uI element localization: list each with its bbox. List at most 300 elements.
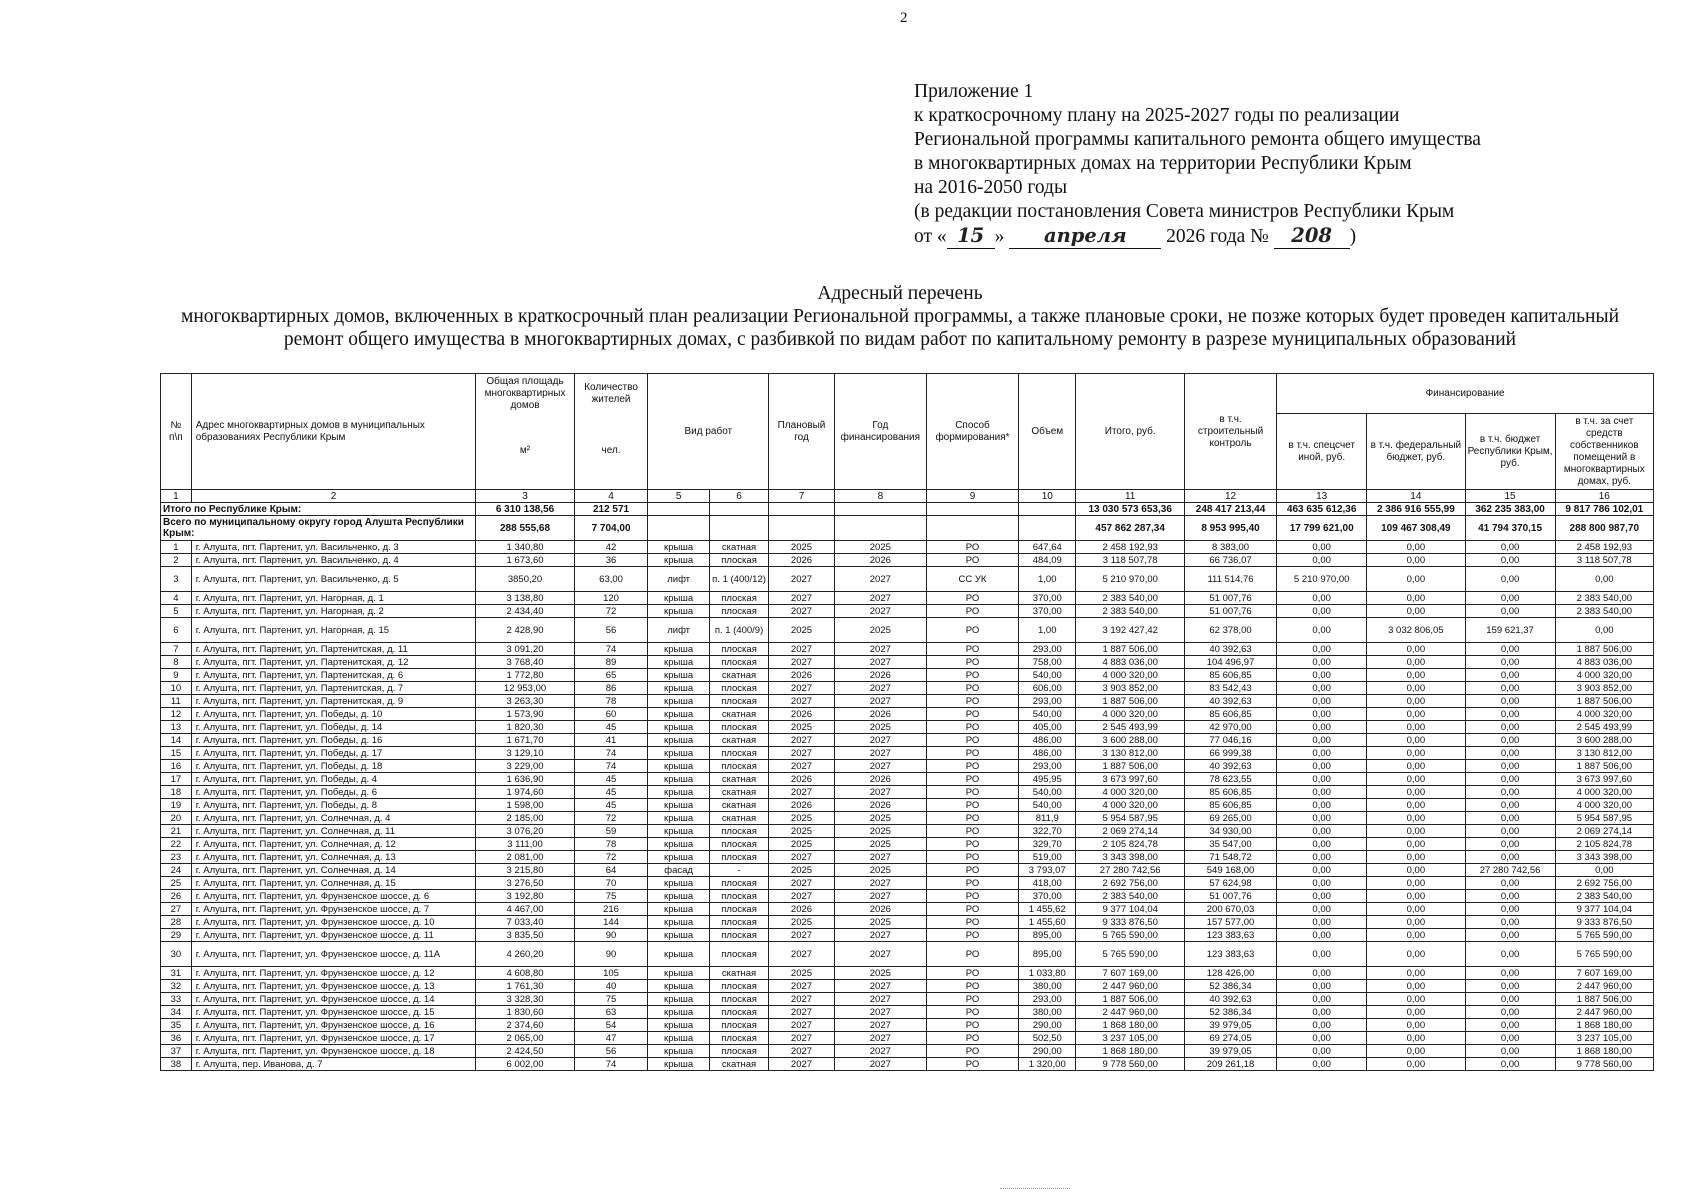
row-area: 2 424,50 <box>476 1045 574 1058</box>
header-residents: Количество жителей <box>574 374 648 414</box>
row-number: 38 <box>161 1058 192 1071</box>
row-owners: 0,00 <box>1555 618 1653 643</box>
row-plan-year: 2027 <box>769 929 835 942</box>
row-number: 33 <box>161 993 192 1006</box>
row-federal: 3 032 806,05 <box>1367 618 1465 643</box>
header-address: Адрес многоквартирных домов в муниципальных образованиях Республики Крым <box>191 374 476 490</box>
row-fin-year: 2025 <box>834 721 926 734</box>
row-special: 0,00 <box>1277 851 1367 864</box>
row-area: 1 830,60 <box>476 1006 574 1019</box>
row-federal: 0,00 <box>1367 760 1465 773</box>
row-work-element: крыша <box>648 838 709 851</box>
row-fin-year: 2025 <box>834 541 926 554</box>
row-owners: 3 118 507,78 <box>1555 554 1653 567</box>
row-method: СС УК <box>926 567 1018 592</box>
row-federal: 0,00 <box>1367 1058 1465 1071</box>
row-special: 0,00 <box>1277 669 1367 682</box>
table-row <box>161 618 1654 643</box>
col-num: 9 <box>926 490 1018 503</box>
row-residents: 72 <box>574 812 648 825</box>
row-control: 51 007,76 <box>1184 890 1276 903</box>
row-republic: 0,00 <box>1465 682 1555 695</box>
row-number: 36 <box>161 1032 192 1045</box>
row-address: г. Алушта, пгт. Партенит, ул. Солнечная, д. 13 <box>191 851 476 864</box>
table-row <box>161 1045 1654 1058</box>
row-work-subtype: плоская <box>709 825 768 838</box>
row-work-element: крыша <box>648 1019 709 1032</box>
row-work-subtype: плоская <box>709 554 768 567</box>
row-republic: 0,00 <box>1465 825 1555 838</box>
row-address: г. Алушта, пгт. Партенит, ул. Солнечная, д. 4 <box>191 812 476 825</box>
row-area: 3 768,40 <box>476 656 574 669</box>
row-volume: 502,50 <box>1019 1032 1076 1045</box>
row-number: 27 <box>161 903 192 916</box>
row-number: 26 <box>161 890 192 903</box>
row-address: г. Алушта, пгт. Партенит, ул. Фрунзенское шоссе, д. 18 <box>191 1045 476 1058</box>
row-total: 1 868 180,00 <box>1076 1019 1185 1032</box>
row-owners: 2 545 493,99 <box>1555 721 1653 734</box>
row-control: 52 386,34 <box>1184 1006 1276 1019</box>
row-work-element: крыша <box>648 916 709 929</box>
row-residents: 65 <box>574 669 648 682</box>
row-method: РО <box>926 825 1018 838</box>
row-volume: 370,00 <box>1019 890 1076 903</box>
row-plan-year: 2027 <box>769 592 835 605</box>
row-method: РО <box>926 890 1018 903</box>
row-area: 3 276,50 <box>476 877 574 890</box>
row-fin-year: 2025 <box>834 916 926 929</box>
col-num: 16 <box>1555 490 1653 503</box>
row-owners: 1 887 506,00 <box>1555 643 1653 656</box>
row-residents: 144 <box>574 916 648 929</box>
row-area: 3 215,80 <box>476 864 574 877</box>
row-work-subtype: плоская <box>709 877 768 890</box>
row-volume: 540,00 <box>1019 708 1076 721</box>
page-number: 2 <box>900 10 908 26</box>
row-work-element: крыша <box>648 734 709 747</box>
row-method: РО <box>926 851 1018 864</box>
row-volume: 1 320,00 <box>1019 1058 1076 1071</box>
row-special: 0,00 <box>1277 708 1367 721</box>
row-work-subtype: плоская <box>709 682 768 695</box>
row-federal: 0,00 <box>1367 825 1465 838</box>
appendix-header <box>914 80 1614 249</box>
row-fin-year: 2025 <box>834 838 926 851</box>
row-address: г. Алушта, пгт. Партенит, ул. Васильченко, д. 5 <box>191 567 476 592</box>
row-republic: 0,00 <box>1465 980 1555 993</box>
table-row <box>161 747 1654 760</box>
header-area: Общая площадь многоквартирных домов <box>476 374 574 414</box>
row-plan-year: 2025 <box>769 838 835 851</box>
row-plan-year: 2025 <box>769 541 835 554</box>
row-total: 9 377 104,04 <box>1076 903 1185 916</box>
row-owners: 9 333 876,50 <box>1555 916 1653 929</box>
row-special: 0,00 <box>1277 695 1367 708</box>
handwritten-month: апреля <box>1009 224 1161 249</box>
row-volume: 484,09 <box>1019 554 1076 567</box>
row-plan-year: 2027 <box>769 734 835 747</box>
row-residents: 86 <box>574 682 648 695</box>
row-total: 2 105 824,78 <box>1076 838 1185 851</box>
row-work-subtype: плоская <box>709 903 768 916</box>
row-total: 3 903 852,00 <box>1076 682 1185 695</box>
row-number: 20 <box>161 812 192 825</box>
row-control: 78 623,55 <box>1184 773 1276 786</box>
row-residents: 47 <box>574 1032 648 1045</box>
row-republic: 0,00 <box>1465 929 1555 942</box>
row-area: 4 260,20 <box>476 942 574 967</box>
row-total: 3 343 398,00 <box>1076 851 1185 864</box>
row-republic: 0,00 <box>1465 838 1555 851</box>
row-work-subtype: плоская <box>709 605 768 618</box>
row-address: г. Алушта, пгт. Партенит, ул. Партенитская, д. 9 <box>191 695 476 708</box>
row-area: 1 772,80 <box>476 669 574 682</box>
row-total: 2 458 192,93 <box>1076 541 1185 554</box>
row-federal: 0,00 <box>1367 851 1465 864</box>
row-special: 0,00 <box>1277 773 1367 786</box>
row-republic: 0,00 <box>1465 993 1555 1006</box>
row-republic: 0,00 <box>1465 734 1555 747</box>
total-republic-budget: 41 794 370,15 <box>1465 516 1555 541</box>
date-prefix: от « <box>914 226 947 247</box>
row-method: РО <box>926 916 1018 929</box>
table-row <box>161 825 1654 838</box>
row-federal: 0,00 <box>1367 967 1465 980</box>
row-special: 0,00 <box>1277 1019 1367 1032</box>
row-number: 15 <box>161 747 192 760</box>
row-control: 34 930,00 <box>1184 825 1276 838</box>
row-special: 0,00 <box>1277 1045 1367 1058</box>
row-owners: 2 383 540,00 <box>1555 890 1653 903</box>
row-plan-year: 2027 <box>769 993 835 1006</box>
row-residents: 74 <box>574 1058 648 1071</box>
row-federal: 0,00 <box>1367 682 1465 695</box>
row-work-subtype: плоская <box>709 942 768 967</box>
table-row <box>161 812 1654 825</box>
row-federal: 0,00 <box>1367 643 1465 656</box>
row-republic: 0,00 <box>1465 903 1555 916</box>
row-control: 128 426,00 <box>1184 967 1276 980</box>
row-control: 51 007,76 <box>1184 592 1276 605</box>
table-row <box>161 838 1654 851</box>
table-row <box>161 980 1654 993</box>
row-owners: 2 447 960,00 <box>1555 980 1653 993</box>
row-special: 0,00 <box>1277 890 1367 903</box>
row-federal: 0,00 <box>1367 695 1465 708</box>
row-fin-year: 2027 <box>834 605 926 618</box>
row-control: 83 542,43 <box>1184 682 1276 695</box>
row-address: г. Алушта, пгт. Партенит, ул. Солнечная, д. 15 <box>191 877 476 890</box>
row-owners: 3 237 105,00 <box>1555 1032 1653 1045</box>
row-federal: 0,00 <box>1367 773 1465 786</box>
row-work-element: крыша <box>648 605 709 618</box>
row-residents: 105 <box>574 967 648 980</box>
row-address: г. Алушта, пгт. Партенит, ул. Фрунзенское шоссе, д. 13 <box>191 980 476 993</box>
col-num: 6 <box>709 490 768 503</box>
header-num: № п\п <box>161 374 192 490</box>
row-address: г. Алушта, пгт. Партенит, ул. Фрунзенское шоссе, д. 11 <box>191 929 476 942</box>
row-fin-year: 2025 <box>834 618 926 643</box>
header-residents-unit: чел. <box>574 414 648 490</box>
row-special: 0,00 <box>1277 618 1367 643</box>
row-plan-year: 2025 <box>769 812 835 825</box>
row-work-subtype: плоская <box>709 695 768 708</box>
row-method: РО <box>926 643 1018 656</box>
row-address: г. Алушта, пгт. Партенит, ул. Фрунзенское шоссе, д. 17 <box>191 1032 476 1045</box>
row-special: 0,00 <box>1277 929 1367 942</box>
table-row <box>161 890 1654 903</box>
title-line: ремонт общего имущества в многоквартирных домах, с разбивкой по видам работ по капитальному ремонту в разрезе муниципальных образований <box>283 329 1517 350</box>
row-method: РО <box>926 812 1018 825</box>
row-number: 35 <box>161 1019 192 1032</box>
row-address: г. Алушта, пгт. Партенит, ул. Васильченко, д. 4 <box>191 554 476 567</box>
row-republic: 0,00 <box>1465 656 1555 669</box>
handwritten-day: 15 <box>947 224 995 249</box>
row-special: 0,00 <box>1277 786 1367 799</box>
row-total: 2 383 540,00 <box>1076 890 1185 903</box>
row-work-element: крыша <box>648 554 709 567</box>
row-control: 111 514,76 <box>1184 567 1276 592</box>
row-control: 123 383,63 <box>1184 929 1276 942</box>
row-residents: 90 <box>574 929 648 942</box>
row-special: 0,00 <box>1277 993 1367 1006</box>
row-republic: 0,00 <box>1465 851 1555 864</box>
row-method: РО <box>926 592 1018 605</box>
row-work-element: крыша <box>648 799 709 812</box>
row-residents: 42 <box>574 541 648 554</box>
row-control: 69 265,00 <box>1184 812 1276 825</box>
row-republic: 0,00 <box>1465 1058 1555 1071</box>
total-owners: 288 800 987,70 <box>1555 516 1653 541</box>
table-row <box>161 605 1654 618</box>
col-num: 4 <box>574 490 648 503</box>
col-num: 8 <box>834 490 926 503</box>
row-work-subtype: плоская <box>709 980 768 993</box>
row-number: 7 <box>161 643 192 656</box>
row-total: 3 118 507,78 <box>1076 554 1185 567</box>
table-row <box>161 669 1654 682</box>
row-federal: 0,00 <box>1367 747 1465 760</box>
row-volume: 370,00 <box>1019 605 1076 618</box>
row-plan-year: 2027 <box>769 605 835 618</box>
row-work-element: крыша <box>648 1032 709 1045</box>
row-special: 0,00 <box>1277 682 1367 695</box>
row-area: 7 033,40 <box>476 916 574 929</box>
row-republic: 0,00 <box>1465 799 1555 812</box>
row-federal: 0,00 <box>1367 669 1465 682</box>
row-owners: 5 954 587,95 <box>1555 812 1653 825</box>
row-federal: 0,00 <box>1367 916 1465 929</box>
row-address: г. Алушта, пгт. Партенит, ул. Солнечная, д. 14 <box>191 864 476 877</box>
row-work-element: крыша <box>648 825 709 838</box>
row-method: РО <box>926 799 1018 812</box>
row-owners: 4 000 320,00 <box>1555 786 1653 799</box>
row-method: РО <box>926 967 1018 980</box>
header-federal: в т.ч. федеральный бюджет, руб. <box>1367 414 1465 490</box>
row-address: г. Алушта, пгт. Партенит, ул. Партенитская, д. 6 <box>191 669 476 682</box>
row-plan-year: 2025 <box>769 825 835 838</box>
row-owners: 4 000 320,00 <box>1555 799 1653 812</box>
row-plan-year: 2025 <box>769 967 835 980</box>
row-federal: 0,00 <box>1367 903 1465 916</box>
row-special: 0,00 <box>1277 942 1367 967</box>
row-residents: 56 <box>574 1045 648 1058</box>
table-row <box>161 592 1654 605</box>
row-federal: 0,00 <box>1367 605 1465 618</box>
row-control: 200 670,03 <box>1184 903 1276 916</box>
row-republic: 0,00 <box>1465 708 1555 721</box>
row-number: 22 <box>161 838 192 851</box>
row-owners: 1 887 506,00 <box>1555 760 1653 773</box>
row-special: 0,00 <box>1277 721 1367 734</box>
col-num: 15 <box>1465 490 1555 503</box>
row-address: г. Алушта, пгт. Партенит, ул. Фрунзенское шоссе, д. 14 <box>191 993 476 1006</box>
row-control: 39 979,05 <box>1184 1019 1276 1032</box>
row-volume: 519,00 <box>1019 851 1076 864</box>
row-owners: 1 887 506,00 <box>1555 993 1653 1006</box>
row-address: г. Алушта, пгт. Партенит, ул. Победы, д. 17 <box>191 747 476 760</box>
row-residents: 45 <box>574 721 648 734</box>
row-republic: 27 280 742,56 <box>1465 864 1555 877</box>
header-method: Способ формирования* <box>926 374 1018 490</box>
row-plan-year: 2026 <box>769 669 835 682</box>
total-federal: 109 467 308,49 <box>1367 516 1465 541</box>
row-total: 1 868 180,00 <box>1076 1045 1185 1058</box>
total-special: 17 799 621,00 <box>1277 516 1367 541</box>
row-fin-year: 2027 <box>834 1045 926 1058</box>
header-financing: Финансирование <box>1277 374 1654 414</box>
row-control: 66 999,38 <box>1184 747 1276 760</box>
row-area: 1 673,60 <box>476 554 574 567</box>
row-area: 3 328,30 <box>476 993 574 1006</box>
row-address: г. Алушта, пгт. Партенит, ул. Победы, д. 8 <box>191 799 476 812</box>
row-total: 4 000 320,00 <box>1076 669 1185 682</box>
row-work-subtype: плоская <box>709 760 768 773</box>
row-total: 3 130 812,00 <box>1076 747 1185 760</box>
row-area: 2 428,90 <box>476 618 574 643</box>
row-address: г. Алушта, пгт. Партенит, ул. Победы, д. 18 <box>191 760 476 773</box>
row-total: 5 765 590,00 <box>1076 942 1185 967</box>
row-address: г. Алушта, пгт. Партенит, ул. Фрунзенское шоссе, д. 10 <box>191 916 476 929</box>
row-work-subtype: плоская <box>709 592 768 605</box>
row-volume: 540,00 <box>1019 786 1076 799</box>
row-control: 62 378,00 <box>1184 618 1276 643</box>
row-volume: 380,00 <box>1019 1006 1076 1019</box>
row-republic: 0,00 <box>1465 695 1555 708</box>
row-republic: 0,00 <box>1465 967 1555 980</box>
row-plan-year: 2027 <box>769 786 835 799</box>
row-total: 3 673 997,60 <box>1076 773 1185 786</box>
col-num: 13 <box>1277 490 1367 503</box>
row-number: 11 <box>161 695 192 708</box>
row-address: г. Алушта, пгт. Партенит, ул. Победы, д. 4 <box>191 773 476 786</box>
row-work-element: крыша <box>648 812 709 825</box>
row-volume: 293,00 <box>1019 695 1076 708</box>
row-volume: 418,00 <box>1019 877 1076 890</box>
row-republic: 0,00 <box>1465 1019 1555 1032</box>
row-residents: 63,00 <box>574 567 648 592</box>
row-work-subtype: плоская <box>709 656 768 669</box>
row-owners: 3 130 812,00 <box>1555 747 1653 760</box>
row-work-subtype: плоская <box>709 916 768 929</box>
row-method: РО <box>926 747 1018 760</box>
row-fin-year: 2027 <box>834 1032 926 1045</box>
row-special: 0,00 <box>1277 877 1367 890</box>
table-row <box>161 682 1654 695</box>
row-residents: 54 <box>574 1019 648 1032</box>
row-federal: 0,00 <box>1367 708 1465 721</box>
row-area: 1 671,70 <box>476 734 574 747</box>
row-number: 37 <box>161 1045 192 1058</box>
row-address: г. Алушта, пгт. Партенит, ул. Партенитская, д. 11 <box>191 643 476 656</box>
row-total: 5 765 590,00 <box>1076 929 1185 942</box>
col-num: 2 <box>191 490 476 503</box>
row-plan-year: 2027 <box>769 942 835 967</box>
row-work-subtype: скатная <box>709 734 768 747</box>
row-plan-year: 2026 <box>769 903 835 916</box>
row-work-subtype: скатная <box>709 669 768 682</box>
row-federal: 0,00 <box>1367 993 1465 1006</box>
row-plan-year: 2027 <box>769 656 835 669</box>
row-federal: 0,00 <box>1367 1019 1465 1032</box>
row-owners: 3 343 398,00 <box>1555 851 1653 864</box>
row-residents: 64 <box>574 864 648 877</box>
row-special: 0,00 <box>1277 656 1367 669</box>
row-number: 18 <box>161 786 192 799</box>
header-control: в т.ч. строительный контроль <box>1184 374 1276 490</box>
row-residents: 45 <box>574 799 648 812</box>
row-number: 3 <box>161 567 192 592</box>
row-owners: 4 000 320,00 <box>1555 708 1653 721</box>
row-area: 3 263,30 <box>476 695 574 708</box>
row-republic: 0,00 <box>1465 592 1555 605</box>
row-control: 42 970,00 <box>1184 721 1276 734</box>
header-special-account: в т.ч. спецсчет иной, руб. <box>1277 414 1367 490</box>
row-total: 2 383 540,00 <box>1076 592 1185 605</box>
row-total: 27 280 742,56 <box>1076 864 1185 877</box>
row-volume: 329,70 <box>1019 838 1076 851</box>
row-residents: 59 <box>574 825 648 838</box>
row-work-element: крыша <box>648 967 709 980</box>
row-total: 2 383 540,00 <box>1076 605 1185 618</box>
row-special: 0,00 <box>1277 864 1367 877</box>
appendix-line: Приложение 1 <box>914 81 1034 102</box>
row-number: 19 <box>161 799 192 812</box>
row-fin-year: 2027 <box>834 851 926 864</box>
row-special: 0,00 <box>1277 980 1367 993</box>
row-work-subtype: плоская <box>709 929 768 942</box>
row-special: 0,00 <box>1277 799 1367 812</box>
row-number: 4 <box>161 592 192 605</box>
row-plan-year: 2026 <box>769 708 835 721</box>
row-total: 9 778 560,00 <box>1076 1058 1185 1071</box>
row-republic: 0,00 <box>1465 721 1555 734</box>
col-num: 5 <box>648 490 709 503</box>
row-owners: 2 458 192,93 <box>1555 541 1653 554</box>
row-federal: 0,00 <box>1367 592 1465 605</box>
row-volume: 811,9 <box>1019 812 1076 825</box>
row-fin-year: 2026 <box>834 773 926 786</box>
row-total: 4 000 320,00 <box>1076 799 1185 812</box>
row-federal: 0,00 <box>1367 890 1465 903</box>
row-work-element: крыша <box>648 890 709 903</box>
row-number: 32 <box>161 980 192 993</box>
row-control: 69 274,05 <box>1184 1032 1276 1045</box>
row-volume: 370,00 <box>1019 592 1076 605</box>
row-number: 31 <box>161 967 192 980</box>
row-total: 3 237 105,00 <box>1076 1032 1185 1045</box>
handwritten-decree-number: 208 <box>1274 224 1350 249</box>
